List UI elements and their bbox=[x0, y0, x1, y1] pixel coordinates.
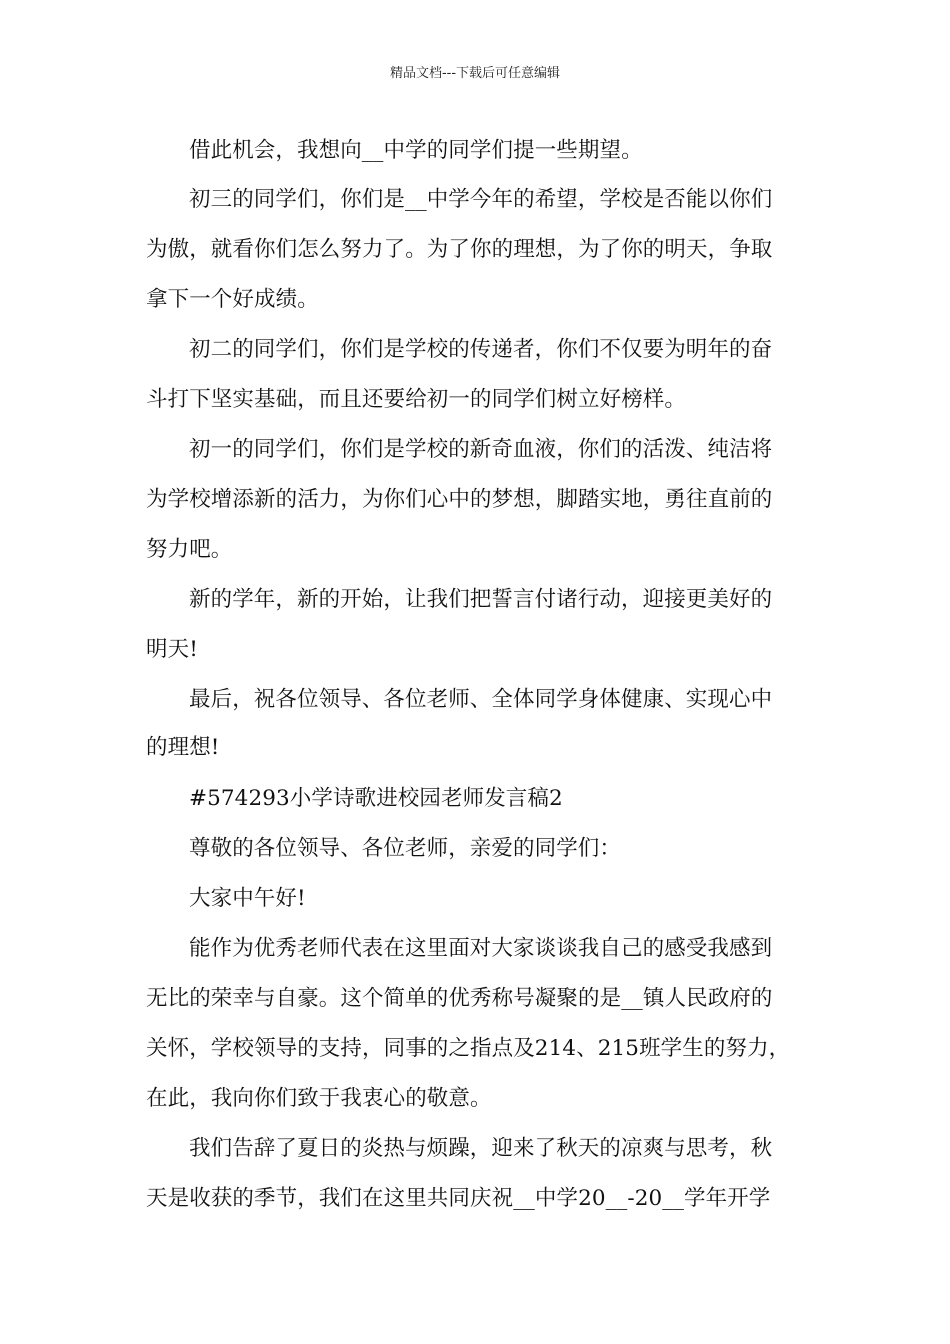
body-line: 能作为优秀老师代表在这里面对大家谈谈我自己的感受我感到 bbox=[189, 936, 773, 961]
body-line: 无比的荣幸与自豪。这个简单的优秀称号凝聚的是__镇人民政府的 bbox=[146, 986, 773, 1011]
section-title: #574293小学诗歌进校园老师发言稿2 bbox=[189, 786, 563, 811]
greeting-line: 尊敬的各位领导、各位老师，亲爱的同学们： bbox=[189, 836, 622, 861]
body-line: 的理想! bbox=[146, 735, 220, 760]
body-line: 拿下一个好成绩。 bbox=[146, 287, 319, 312]
body-line: 初二的同学们，你们是学校的传递者，你们不仅要为明年的奋 bbox=[189, 337, 773, 362]
body-line: 借此机会，我想向__中学的同学们提一些期望。 bbox=[189, 138, 643, 163]
page-header: 精品文档---下载后可任意编辑 bbox=[389, 66, 561, 81]
body-line: 在此，我向你们致于我衷心的敬意。 bbox=[146, 1086, 492, 1111]
body-line: 为学校增添新的活力，为你们心中的梦想，脚踏实地，勇往直前的 bbox=[146, 487, 773, 512]
body-line: 最后，祝各位领导、各位老师、全体同学身体健康、实现心中 bbox=[189, 687, 773, 712]
body-line: 初三的同学们，你们是__中学今年的希望，学校是否能以你们 bbox=[189, 187, 773, 212]
body-line: 初一的同学们，你们是学校的新奇血液，你们的活泼、纯洁将 bbox=[189, 437, 773, 462]
body-line: 天是收获的季节，我们在这里共同庆祝__中学20__-20__学年开学 bbox=[146, 1186, 771, 1211]
body-line: 斗打下坚实基础，而且还要给初一的同学们树立好榜样。 bbox=[146, 387, 687, 412]
body-line: 关怀，学校领导的支持，同事的之指点及214、215班学生的努力， bbox=[146, 1036, 791, 1061]
body-line: 新的学年，新的开始，让我们把誓言付诸行动，迎接更美好的 bbox=[189, 587, 773, 612]
body-line: 明天! bbox=[146, 637, 198, 662]
greeting-line: 大家中午好! bbox=[189, 886, 306, 911]
body-line: 努力吧。 bbox=[146, 537, 233, 562]
body-line: 为傲，就看你们怎么努力了。为了你的理想，为了你的明天，争取 bbox=[146, 237, 773, 262]
body-line: 我们告辞了夏日的炎热与烦躁，迎来了秋天的凉爽与思考，秋 bbox=[189, 1136, 773, 1161]
